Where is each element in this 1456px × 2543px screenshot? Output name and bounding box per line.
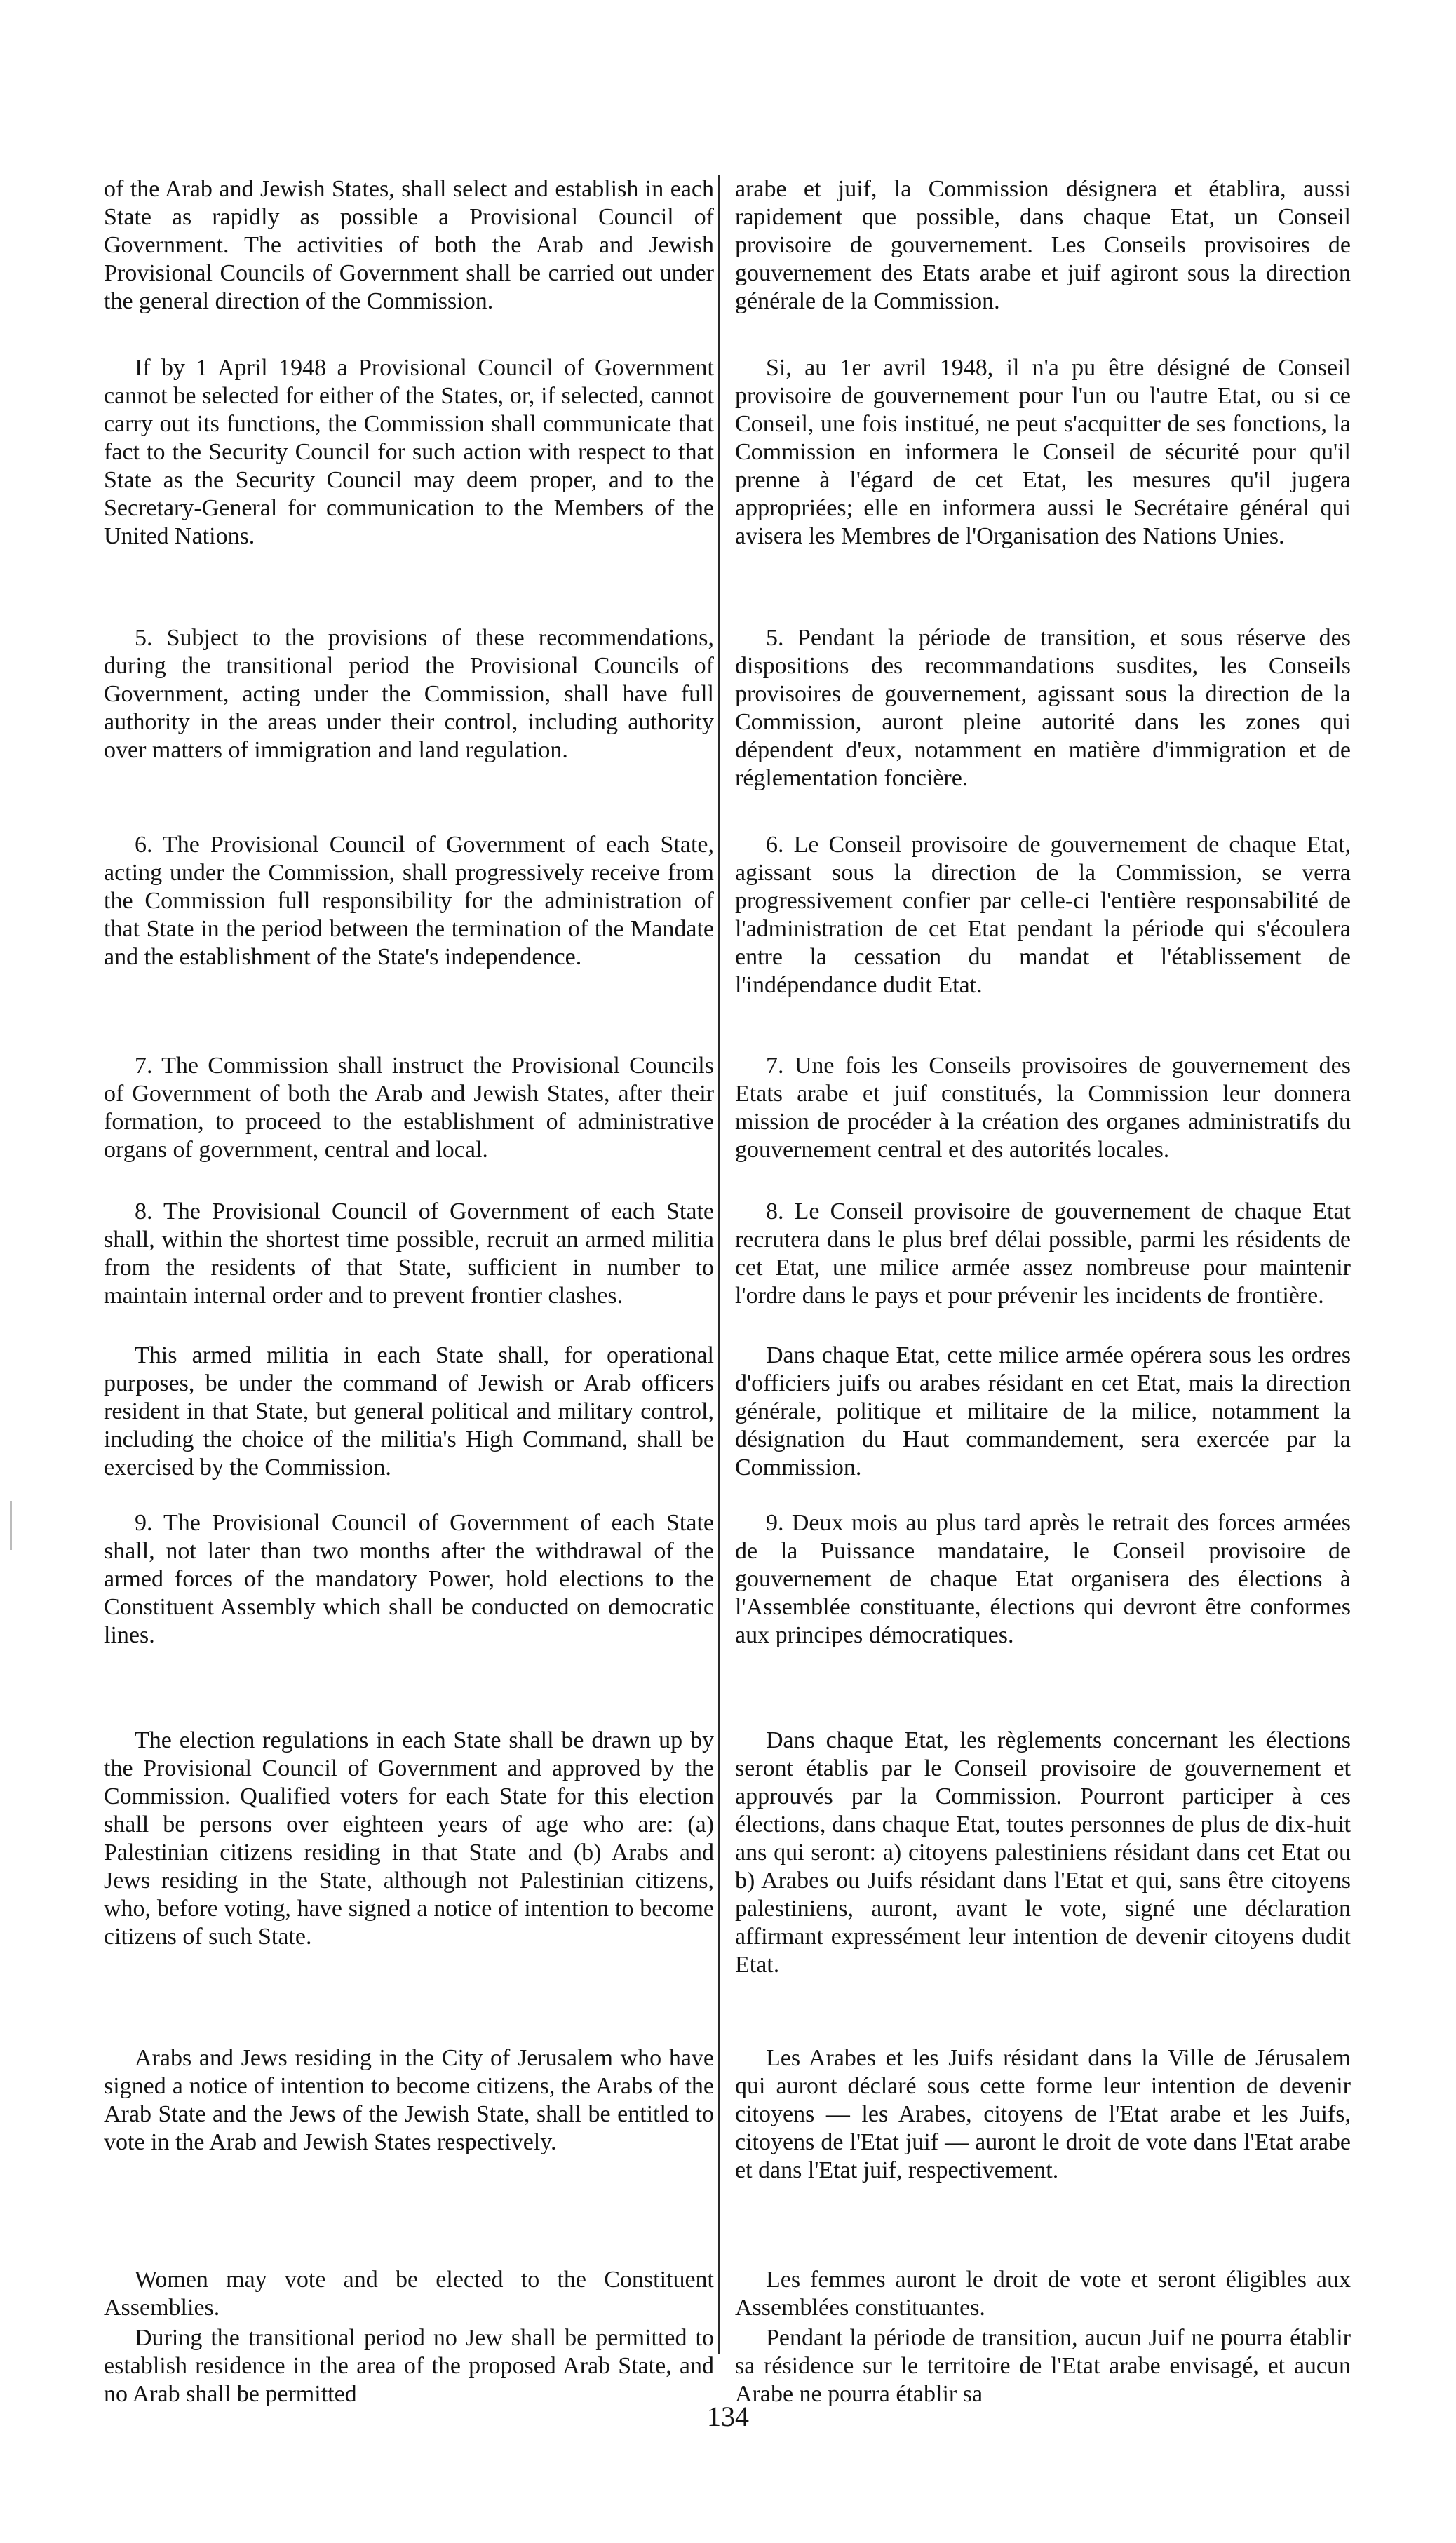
en-paragraph-7: 7. The Commission shall instruct the Provisional Councils of Government of both the Arab and Jewish States, after their formation, to proceed to the establishment of administrative organs of government, central and local. (104, 1053, 714, 1163)
fr-paragraph-6: 6. Le Conseil provisoire de gouvernement de chaque Etat, agissant sous la direction de la Commission, se verra progressivement confier par celle-ci l'entière responsabilité de l'administration de cet Etat pendant la période qui s'écoulera entre la cessation du mandat et l'établissement de l'indépendance dudit Etat. (735, 832, 1351, 998)
scan-artifact (10, 1501, 12, 1550)
en-paragraph-6: 6. The Provisional Council of Government of each State, acting under the Commission, shall progressively receive from the Commission full responsibility for the administration of that State in the period between the termination of the Mandate and the establishment of the State's independence. (104, 832, 714, 970)
fr-paragraph-women-vote: Les femmes auront le droit de vote et seront éligibles aux Assemblées constituantes. (735, 2267, 1351, 2321)
fr-paragraph-5: 5. Pendant la période de transition, et sous réserve des dispositions des recommandations susdites, les Conseils provisoires de gouvernement, agissant sous la direction de la Commission, auront pleine autorité dans les zones qui dépendent d'eux, notamment en matière d'immigration et de réglementation foncière. (735, 625, 1351, 791)
en-paragraph-5: 5. Subject to the provisions of these recommendations, during the transitional period the Provisional Councils of Government, acting under the Commission, shall have full authority in the areas under their control, including authority over matters of immigration and land regulation. (104, 625, 714, 763)
en-paragraph-9: 9. The Provisional Council of Government of each State shall, not later than two months after the withdrawal of the armed forces of the mandatory Power, hold elections to the Constituent Assembly which shall be conducted on democratic lines. (104, 1510, 714, 1648)
en-paragraph-residence: During the transitional period no Jew shall be permitted to establish residence in the area of the proposed Arab State, and no Arab shall be permitted (104, 2325, 714, 2407)
fr-paragraph-council-establishment: arabe et juif, la Commission désignera et établira, aussi rapidement que possible, dans chaque Etat, un Conseil provisoire de gouvernement. Les Conseils provisoires de gouvernement des Etats arabe et juif agiront sous la direction générale de la Commission. (735, 176, 1351, 314)
en-paragraph-april-1948: If by 1 April 1948 a Provisional Council of Government cannot be selected for either of the States, or, if selected, cannot carry out its functions, the Commission shall communicate that fact to the Security Council for such action with respect to that State as the Security Council may deem proper, and to the Secretary-General for communication to the Members of the United Nations. (104, 355, 714, 549)
fr-paragraph-jerusalem-voters: Les Arabes et les Juifs résidant dans la Ville de Jérusalem qui auront déclaré sous cette forme leur intention de devenir citoyens — les Arabes, citoyens de l'Etat arabe et les Juifs, citoyens de l'Etat juif — auront le droit de vote dans l'Etat arabe et dans l'Etat juif, respectivement. (735, 2045, 1351, 2183)
en-paragraph-women-vote: Women may vote and be elected to the Constituent Assemblies. (104, 2267, 714, 2321)
fr-paragraph-9: 9. Deux mois au plus tard après le retrait des forces armées de la Puissance mandataire, le Conseil provisoire de gouvernement de chaque Etat organisera des élections à l'Assemblée constituante, élections qui devront être conformes aux principes démocratiques. (735, 1510, 1351, 1648)
en-paragraph-militia-command: This armed militia in each State shall, for operational purposes, be under the command of Jewish or Arab officers resident in that State, but general political and military control, including the choice of the militia's High Command, shall be exercised by the Commission. (104, 1342, 714, 1480)
fr-paragraph-7: 7. Une fois les Conseils provisoires de gouvernement des Etats arabe et juif constitués, la Commission leur donnera mission de procéder à la création des organes administratifs du gouvernement central et des autorités locales. (735, 1053, 1351, 1163)
column-divider (718, 175, 720, 2354)
fr-paragraph-militia-command: Dans chaque Etat, cette milice armée opérera sous les ordres d'officiers juifs ou arabes résidant en cet Etat, mais la direction générale, politique et militaire de la milice, notamment la désignation du Haut commandement, sera exercée par la Commission. (735, 1342, 1351, 1480)
en-paragraph-8: 8. The Provisional Council of Government of each State shall, within the shortest time possible, recruit an armed militia from the residents of that State, sufficient in number to maintain internal order and to prevent frontier clashes. (104, 1199, 714, 1309)
en-paragraph-council-establishment: of the Arab and Jewish States, shall select and establish in each State as rapidly as possible a Provisional Council of Government. The activities of both the Arab and Jewish Provisional Councils of Government shall be carried out under the general direction of the Commission. (104, 176, 714, 314)
fr-paragraph-8: 8. Le Conseil provisoire de gouvernement de chaque Etat recrutera dans le plus bref délai possible, parmi les résidents de cet Etat, une milice armée assez nombreuse pour maintenir l'ordre dans le pays et pour prévenir les incidents de frontière. (735, 1199, 1351, 1309)
page-number: 134 (707, 2401, 749, 2432)
fr-paragraph-residence: Pendant la période de transition, aucun Juif ne pourra établir sa résidence sur le territoire de l'Etat arabe envisagé, et aucun Arabe ne pourra établir sa (735, 2325, 1351, 2407)
en-paragraph-jerusalem-voters: Arabs and Jews residing in the City of Jerusalem who have signed a notice of intention to become citizens, the Arabs of the Arab State and the Jews of the Jewish State, shall be entitled to vote in the Arab and Jewish States respectively. (104, 2045, 714, 2155)
en-paragraph-election-regulations: The election regulations in each State shall be drawn up by the Provisional Council of Government and approved by the Commission. Qualified voters for each State for this election shall be persons over eighteen years of age who are: (a) Palestinian citizens residing in that State and (b) Arabs and Jews residing in the State, although not Palestinian citizens, who, before voting, have signed a notice of intention to become citizens of such State. (104, 1727, 714, 1950)
fr-paragraph-election-regulations: Dans chaque Etat, les règlements concernant les élections seront établis par le Conseil provisoire de gouvernement et approuvés par la Commission. Pourront participer à ces élections, dans chaque Etat, toutes personnes de plus de dix-huit ans qui seront: a) citoyens palestiniens résidant dans cet Etat ou b) Arabes ou Juifs résidant dans l'Etat et qui, sans être citoyens palestiniens, auront, avant le vote, signé une déclaration affirmant expressément leur intention de devenir citoyens dudit Etat. (735, 1727, 1351, 1978)
fr-paragraph-april-1948: Si, au 1er avril 1948, il n'a pu être désigné de Conseil provisoire de gouvernement pour l'un ou l'autre Etat, ou si ce Conseil, une fois institué, ne peut s'acquitter de ses fonctions, la Commission en informera le Conseil de sécurité pour qu'il prenne à l'égard de cet Etat, les mesures qu'il jugera appropriées; elle en informera aussi le Secrétaire général qui avisera les Membres de l'Organisation des Nations Unies. (735, 355, 1351, 549)
